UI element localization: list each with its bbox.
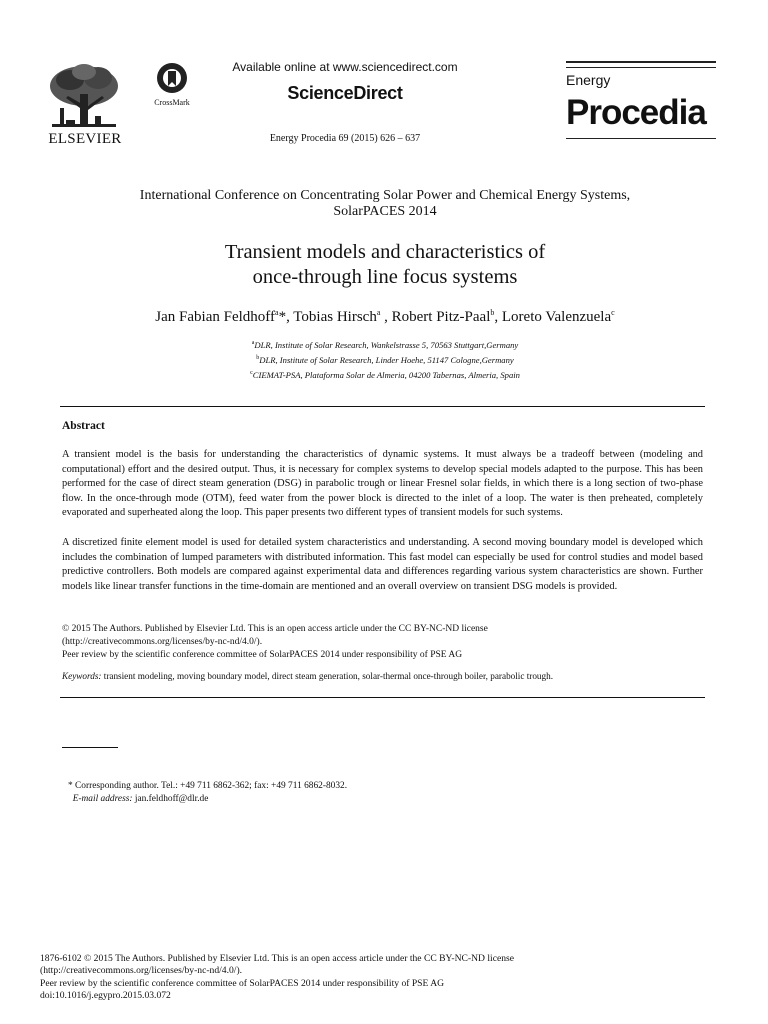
affiliation-text: DLR, Institute of Solar Research, Wankelstrasse 5, 70563 Stuttgart,Germany xyxy=(254,339,519,350)
author-suffix: , xyxy=(380,309,388,325)
author-affil-mark: b xyxy=(490,308,495,317)
footnote-contact: * Corresponding author. Tel.: +49 711 6862-362; fax: +49 711 6862-8032. xyxy=(68,781,348,791)
title-line2: once-through line focus systems xyxy=(252,266,518,288)
affiliation-text: CIEMAT-PSA, Plataforma Solar de Almeria, 04200 Tabernas, Almeria, Spain xyxy=(252,369,520,380)
title-line1: Transient models and characteristics of xyxy=(224,241,546,263)
publisher-name: ELSEVIER xyxy=(48,131,122,147)
license-block xyxy=(62,623,703,662)
author-name: Tobias Hirsch xyxy=(293,309,377,325)
license-link[interactable]: (http://creativecommons.org/licenses/by-nc-nd/4.0/). xyxy=(62,637,263,647)
doi-line[interactable]: doi:10.1016/j.egypro.2015.03.072 xyxy=(40,989,171,1001)
author-affil-mark: c xyxy=(611,308,615,317)
keywords xyxy=(62,671,703,681)
journal-name-line1: Energy xyxy=(566,72,611,88)
journal-name-line2: Procedia xyxy=(566,93,706,132)
author-suffix: , xyxy=(494,309,499,325)
corresponding-author-footnote xyxy=(68,780,347,806)
affiliation-mark: a xyxy=(251,340,255,346)
author-suffix: *, xyxy=(278,309,290,325)
abstract-paragraph: A transient model is the basis for understanding the characteristics of dynamic systems. It must always be a tradeoff between (modeling and computational) effort and the desired output. Thus, it is necessary for complex systems to develop special models adapted to the purpose. This has been performed for the case of direct steam generation (DSG) in parabolic trough or linear Fresnel solar fields, in which there is a long section of two-phase flow. In the once-through mode (OTM), feed water from the power block is directed to the inlet of a loop. The water is then preheated, completely evaporated and superheated along the loop. This paper presents two different types of transient models for such systems. xyxy=(62,449,703,518)
email-address[interactable]: jan.feldhoff@dlr.de xyxy=(134,794,209,804)
affiliation-text: DLR, Institute of Solar Research, Linder Hoehe, 51147 Cologne,Germany xyxy=(259,354,514,365)
peer-review-line: Peer review by the scientific conference committee of SolarPACES 2014 under responsibility of PSE AG xyxy=(40,977,445,989)
abstract-heading: Abstract xyxy=(62,420,105,432)
footnote-email-line xyxy=(68,793,347,806)
conference-line2: SolarPACES 2014 xyxy=(333,204,437,219)
author-affil-mark: a xyxy=(376,308,381,317)
affiliation xyxy=(60,337,710,352)
journal-citation: Energy Procedia 69 (2015) 626 – 637 xyxy=(269,133,421,144)
author-affil-mark: a xyxy=(275,308,279,317)
license-line: © 2015 The Authors. Published by Elsevier Ltd. This is an open access article under the CC BY-NC-ND license xyxy=(62,624,488,634)
conference-line1: International Conference on Concentrating Solar Power and Chemical Energy Systems, xyxy=(139,188,631,203)
conference-name xyxy=(60,188,710,220)
author-name: Loreto Valenzuela xyxy=(501,309,612,325)
available-online-text[interactable]: Available online at www.sciencedirect.com xyxy=(232,60,458,74)
email-label: E-mail address: xyxy=(72,794,133,804)
journal-rule xyxy=(566,67,716,68)
abstract-bottom-rule xyxy=(60,697,705,698)
affiliation-mark: b xyxy=(256,354,260,361)
affiliation-list xyxy=(60,337,710,382)
paper-title xyxy=(60,240,710,290)
author-name: Robert Pitz-Paal xyxy=(391,309,491,325)
author-list xyxy=(60,308,710,326)
crossmark-label: CrossMark xyxy=(154,98,190,107)
author-name: Jan Fabian Feldhoff xyxy=(155,309,275,325)
license-line: Peer review by the scientific conference committee of SolarPACES 2014 under responsibility of PSE AG xyxy=(62,650,463,660)
sciencedirect-wordmark: ScienceDirect xyxy=(287,83,403,103)
issn-copyright-line: 1876-6102 © 2015 The Authors. Published by Elsevier Ltd. This is an open access article under the CC BY-NC-ND license xyxy=(40,953,515,964)
bottom-copyright-block xyxy=(40,953,514,1002)
journal-rule xyxy=(566,61,716,63)
keywords-text: transient modeling, moving boundary model, direct steam generation, solar-thermal once-through boiler, parabolic trough. xyxy=(103,671,554,681)
affiliation-mark: c xyxy=(250,369,253,376)
license-link[interactable]: (http://creativecommons.org/licenses/by-nc-nd/4.0/). xyxy=(40,965,243,977)
footnote-rule xyxy=(62,747,118,748)
abstract-top-rule xyxy=(60,406,705,407)
affiliation xyxy=(60,367,710,382)
journal-rule xyxy=(566,138,716,139)
abstract-paragraph: A discretized finite element model is used for detailed system characteristics and understanding. A second moving boundary model is developed which includes the combination of lumped parameters with distributed information. This fast model can especially be used for control studies and model based predictive controllers. Both models are compared against experimental data and differences regarding various system characteristics are shown. Further models like linear transfer functions in the time-domain are mentioned and an overall overview on transient DSG models is provided. xyxy=(62,537,703,592)
keywords-label: Keywords: xyxy=(62,671,102,681)
affiliation xyxy=(60,352,710,367)
